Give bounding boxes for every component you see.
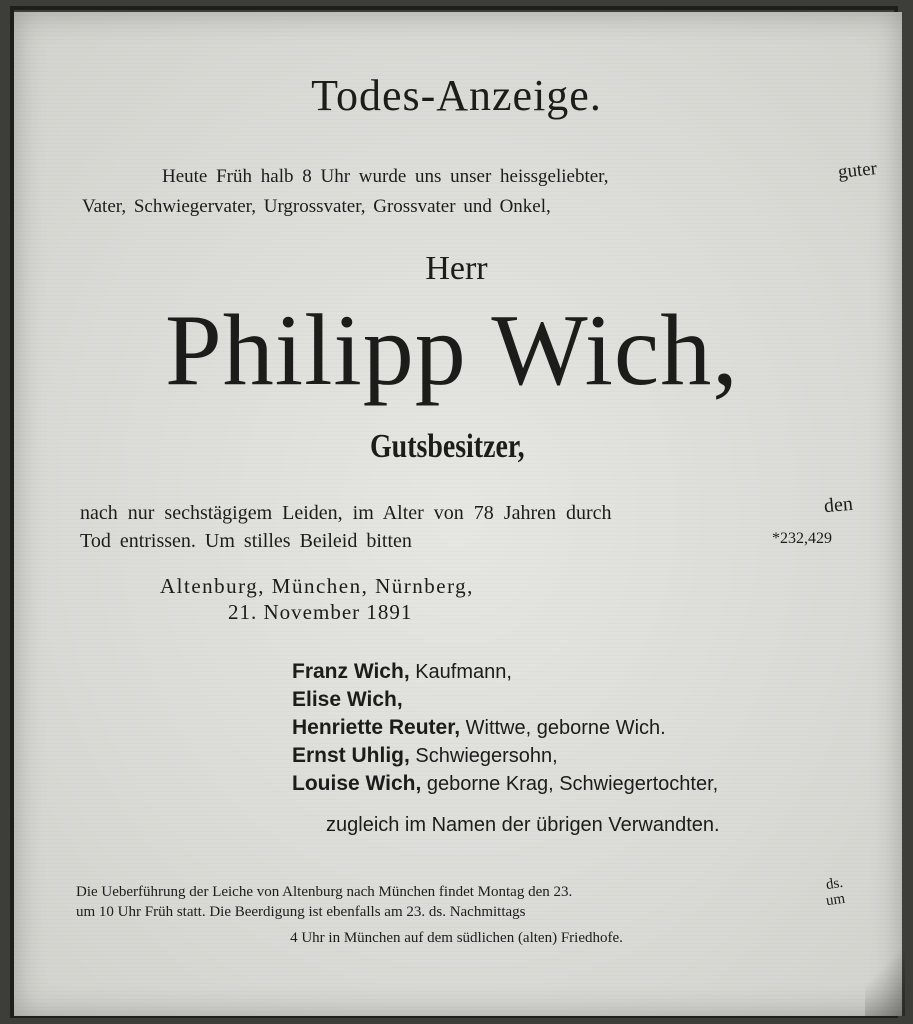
intro-line-1: Heute Früh halb 8 Uhr wurde uns unser heissgeliebter, [162,166,609,187]
notice-date: 21. November 1891 [228,600,413,624]
mourner-entry [292,688,403,712]
intro-line-1-end: guter [836,158,878,183]
mourner-detail: Wittwe, geborne Wich. [465,717,666,739]
funeral-note-line-1: Die Ueberführung der Leiche von Altenburg nach München findet Montag den 23. [76,884,573,900]
closing-line: zugleich im Namen der übrigen Verwandten. [326,814,720,836]
mourner-entry [292,744,558,768]
intro-line-2: Vater, Schwiegervater, Urgrossvater, Grossvater und Onkel, [82,196,551,217]
funeral-note-line-3: 4 Uhr in München auf dem südlichen (alten) Friedhofe. [290,930,623,946]
deceased-name: Philipp Wich, [165,294,739,407]
funeral-note-line-2-end: um [824,890,847,910]
body-line-1-end: den [823,492,854,518]
funeral-note-line-1-end: ds. [824,874,845,894]
mourner-name: Henriette Reuter, [292,716,461,739]
mourner-entry [292,716,666,740]
places: Altenburg, München, Nürnberg, [160,574,474,598]
mourner-name: Louise Wich, [292,772,422,795]
mourner-name: Ernst Uhlig, [292,744,410,767]
mourner-name: Elise Wich, [292,688,403,711]
body-line-2: Tod entrissen. Um stilles Beileid bitten [80,530,412,552]
page-curl [865,936,905,1016]
mourner-detail: Kaufmann, [415,661,512,683]
mourner-entry [292,772,718,796]
notice-title: Todes-Anzeige. [311,71,602,120]
reference-number: *232,429 [772,530,832,547]
body-line-1: nach nur sechstägigem Leiden, im Alter von 78 Jahren durch [80,502,612,524]
honorific: Herr [425,250,488,287]
occupation: Gutsbesitzer, [370,428,525,465]
funeral-note-line-2: um 10 Uhr Früh statt. Die Beerdigung ist ebenfalls am 23. ds. Nachmittags [76,904,526,920]
mourner-detail: geborne Krag, Schwiegertochter, [426,773,719,795]
mourner-entry [292,660,512,684]
mourner-detail: Schwiegersohn, [415,745,558,767]
mourner-name: Franz Wich, [292,660,410,683]
